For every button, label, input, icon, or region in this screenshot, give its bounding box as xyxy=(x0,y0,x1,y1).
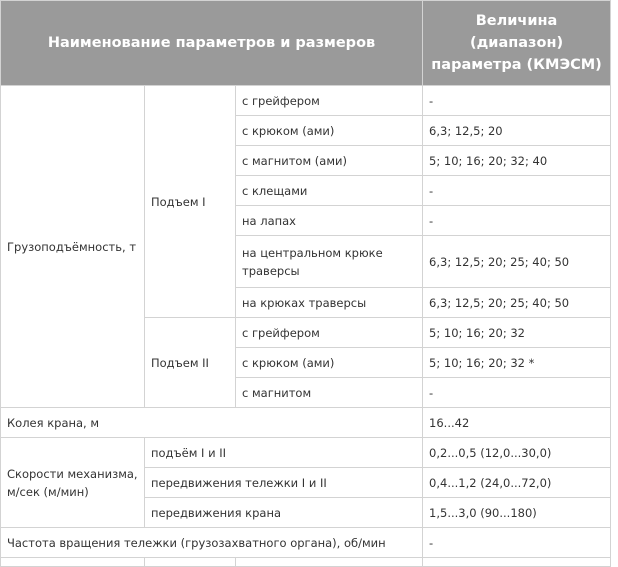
param-cell: с грейфером xyxy=(236,318,423,348)
subgroup-lift-1: Подъем I xyxy=(145,86,236,318)
param-cell: с крюком (ами) xyxy=(236,116,423,146)
value-cell: - xyxy=(423,378,611,408)
value-cell: 6,3; 12,5; 20; 25; 40; 50 xyxy=(423,288,611,318)
value-cell: - xyxy=(423,206,611,236)
value-cell: 5; 10; 16; 20; 32; 40 xyxy=(423,146,611,176)
value-cell: 5; 10; 16; 20; 32 xyxy=(423,318,611,348)
value-cell: 6,3; 12,5; 20; 25; 40; 50 xyxy=(423,236,611,288)
table-header-row xyxy=(1,1,611,86)
value-cell: 5; 10; 16; 20; 32 * xyxy=(423,348,611,378)
group-speed: Скорости механизма, м/сек (м/мин) xyxy=(1,438,145,528)
value-cell: 0,2...0,5 (12,0...30,0) xyxy=(423,438,611,468)
table-row xyxy=(1,558,611,567)
param-cell: на центральном крюке траверсы xyxy=(236,236,423,288)
table-row xyxy=(1,408,611,438)
param-cell: на лапах xyxy=(236,206,423,236)
param-cell: с грейфером xyxy=(236,86,423,116)
param-cell: с крюком (ами) xyxy=(236,348,423,378)
table-row xyxy=(1,86,611,116)
group-gauge: Колея крана, м xyxy=(1,408,423,438)
value-cell: 0,4...1,2 (24,0...72,0) xyxy=(423,468,611,498)
group-capacity: Грузоподъёмность, т xyxy=(1,86,145,408)
value-cell: - xyxy=(423,528,611,558)
value-cell: 1,5...3,0 (90...180) xyxy=(423,498,611,528)
group-rotation: Частота вращения тележки (грузозахватного органа), об/мин xyxy=(1,528,423,558)
param-cell: на крюках траверсы xyxy=(236,288,423,318)
value-cell: 6,3; 12,5; 20 xyxy=(423,116,611,146)
value-cell: - xyxy=(423,86,611,116)
param-cell: передвижения тележки I и II xyxy=(145,468,423,498)
param-cell: с клещами xyxy=(236,176,423,206)
table-row xyxy=(1,438,611,468)
value-cell: - xyxy=(423,176,611,206)
param-cell: подъём I и II xyxy=(145,438,423,468)
value-cell: 16...42 xyxy=(423,408,611,438)
header-parameter-name: Наименование параметров и размеров xyxy=(1,1,423,86)
param-cell: передвижения крана xyxy=(145,498,423,528)
param-cell: с магнитом (ами) xyxy=(236,146,423,176)
param-cell: с магнитом xyxy=(236,378,423,408)
subgroup-lift-2: Подъем II xyxy=(145,318,236,408)
table-row xyxy=(1,528,611,558)
header-parameter-value: Величина (диапазон) параметра (КМЭСМ) xyxy=(423,1,611,86)
